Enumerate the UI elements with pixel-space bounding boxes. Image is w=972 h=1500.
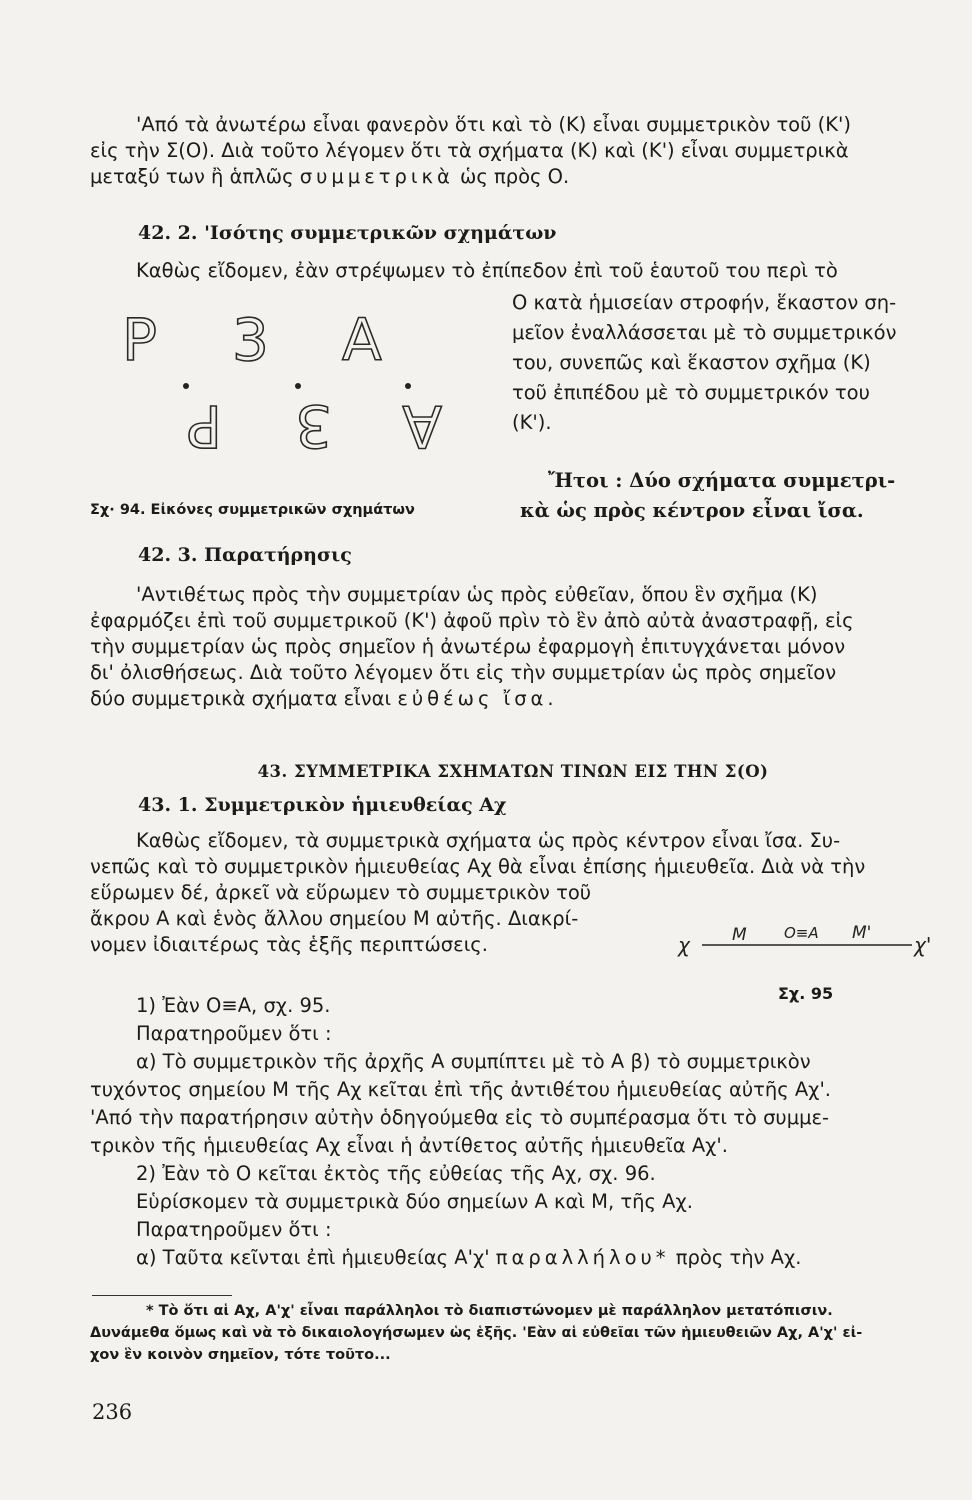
letter-3: 3 [232, 306, 269, 374]
text-line: εὕρωμεν δέ, ἀρκεῖ νὰ εὕρωμεν τὸ συμμετρικὸν τοῦ [90, 881, 592, 904]
text-line: Παρατηροῦμεν ὅτι : [136, 1218, 332, 1241]
text-line: Παρατηροῦμεν ὅτι : [136, 1022, 332, 1045]
text-line: δύο συμμετρικὰ σχήματα εἶναι εὐθέως ἴσα. [90, 687, 558, 710]
text-line: νομεν ἰδιαιτέρως τὰς ἑξῆς περιπτώσεις. [90, 933, 488, 956]
footnote-rule [92, 1295, 232, 1296]
text-line: του, συνεπῶς καὶ ἕκαστον σχῆμα (Κ) [512, 351, 871, 374]
spaced-term: εὐθέως ἴσα. [397, 687, 558, 710]
case-1 [90, 992, 936, 1160]
letter-3-rotated: 3 [295, 392, 332, 460]
spaced-term: παραλλήλου* [495, 1246, 670, 1269]
letter-a: A [342, 306, 382, 374]
center-point [183, 383, 189, 389]
text-line: μεταξύ των ἢ ἁπλῶς συμμετρικὰ ὡς πρὸς Ο. [90, 165, 570, 188]
text-line: ἐφαρμόζει ἐπὶ τοῦ συμμετρικοῦ (Κ') ἀφοῦ πρὶν τὸ ἓν ἀπὸ αὐτὰ ἀναστραφῇ, εἰς [90, 609, 854, 632]
section-right-column [512, 288, 942, 438]
label-m: Μ [732, 925, 747, 945]
text-line: ἄκρου Α καὶ ἑνὸς ἄλλου σημείου Μ αὐτῆς. Διακρί- [90, 907, 579, 930]
text-line: Δυνάμεθα ὅμως καὶ νὰ τὸ δικαιολογήσωμεν ὡς ἑξῆς. 'Εὰν αἱ εὐθεῖαι τῶν ἡμιευθειῶν Αχ, Α'χ' εἰ- [90, 1325, 863, 1341]
conclusion [520, 466, 940, 526]
letter-p-rotated: P [187, 392, 222, 460]
case-2 [90, 1160, 936, 1272]
text-line: χον ἓν κοινὸν σημεῖον, τότε τοῦτο... [90, 1347, 391, 1363]
text-line: εἰς τὴν Σ(Ο). Διὰ τοῦτο λέγομεν ὅτι τὰ σχήματα (Κ) καὶ (Κ') εἶναι συμμετρικὰ [90, 139, 849, 162]
text-line: (Κ'). [512, 411, 552, 434]
section-heading: 42. 2. 'Ισότης συμμετρικῶν σχημάτων [138, 222, 557, 244]
section-heading: 43. 1. Συμμετρικὸν ἡμιευθείας Αχ [138, 794, 507, 816]
letter-a-rotated: A [402, 392, 442, 460]
text-line: α) Ταῦτα κεῖνται ἐπὶ ἡμιευθείας Α'χ' παραλλήλου* πρὸς τὴν Αχ. [136, 1246, 802, 1269]
text-line: Εὑρίσκομεν τὰ συμμετρικὰ δύο σημείων Α καὶ Μ, τῆς Αχ. [136, 1190, 693, 1213]
text-line: 1) Ἐὰν Ο≡Α, σχ. 95. [136, 994, 331, 1017]
chapter-title: 43. ΣΥΜΜΕΤΡΙΚΑ ΣΧΗΜΑΤΩΝ ΤΙΝΩΝ ΕΙΣ ΤΗΝ Σ(Ο) [257, 762, 769, 781]
text-line: α) Τὸ συμμετρικὸν τῆς ἀρχῆς Α συμπίπτει μὲ τὸ Α β) τὸ συμμετρικὸν [136, 1050, 811, 1073]
letter-p: P [122, 306, 157, 374]
center-point [405, 383, 411, 389]
observation-paragraph [90, 582, 936, 712]
text-line: τρικὸν τῆς ἡμιευθείας Αχ εἶναι ἡ ἀντίθετος αὐτῆς ἡμιευθεῖα Αχ'. [90, 1134, 728, 1157]
label-x: χ [678, 933, 690, 957]
page-number: 236 [92, 1400, 133, 1424]
text-line: * Τὸ ὅτι αἱ Αχ, Α'χ' εἶναι παράλληλοι τὸ διαπιστώνομεν μὲ παράλληλον μετατόπισιν. [146, 1303, 833, 1319]
text-line: Ἤτοι : Δύο σχήματα συμμετρι- [548, 469, 896, 492]
text-line: Καθὼς εἴδομεν, ἐὰν στρέψωμεν τὸ ἐπίπεδον ἐπὶ τοῦ ἑαυτοῦ του περὶ τὸ [136, 259, 838, 282]
footnote [90, 1300, 936, 1366]
text-line: 2) Ἐὰν τὸ Ο κεῖται ἐκτὸς τῆς εὐθείας τῆς Αχ, σχ. 96. [136, 1162, 656, 1185]
text-line: νεπῶς καὶ τὸ συμμετρικὸν ἡμιευθείας Αχ θὰ εἶναι ἐπίσης ἡμιευθεῖα. Διὰ νὰ τὴν [90, 855, 866, 878]
text-line: κὰ ὡς πρὸς κέντρον εἶναι ἴσα. [520, 499, 864, 522]
text-line: τυχόντος σημείου Μ τῆς Αχ κεῖται ἐπὶ τῆς ἀντιθέτου ἡμιευθείας αὐτῆς Αχ'. [90, 1078, 832, 1101]
text-line: 'Από τὴν παρατήρησιν αὐτὴν ὁδηγούμεθα εἰς τὸ συμπέρασμα ὅτι τὸ συμμε- [90, 1106, 830, 1129]
figure-94 [100, 290, 510, 510]
text-line: τοῦ ἐπιπέδου μὲ τὸ συμμετρικόν του [512, 381, 870, 404]
text-line: 'Από τὰ ἀνωτέρω εἶναι φανερὸν ὅτι καὶ τὸ (Κ) εἶναι συμμετρικὸν τοῦ (Κ') [136, 113, 851, 136]
label-o-a: Ο≡Α [784, 924, 819, 942]
text-line: 'Αντιθέτως πρὸς τὴν συμμετρίαν ὡς πρὸς εὐθεῖαν, ὅπου ἓν σχῆμα (Κ) [136, 583, 818, 606]
text-line: δι' ὀλισθήσεως. Διὰ τοῦτο λέγομεν ὅτι εἰς τὴν συμμετρίαν ὡς πρὸς σημεῖον [90, 661, 837, 684]
center-point [295, 383, 301, 389]
label-m-prime: Μ' [852, 923, 872, 943]
text-line: Καθὼς εἴδομεν, τὰ συμμετρικὰ σχήματα ὡς πρὸς κέντρον εἶναι ἴσα. Συ- [136, 829, 841, 852]
section-heading: 42. 3. Παρατήρησις [138, 544, 352, 566]
intro-paragraph [90, 112, 936, 190]
figure-95 [672, 910, 942, 970]
label-x-prime: χ' [914, 933, 932, 957]
figure-94-caption: Σχ· 94. Εἰκόνες συμμετρικῶν σχημάτων [90, 502, 415, 518]
spaced-term: συμμετρικὰ [299, 165, 454, 188]
text-line: Ο κατὰ ἡμισείαν στροφήν, ἕκαστον ση- [512, 291, 897, 314]
text-line: τὴν συμμετρίαν ὡς πρὸς σημεῖον ἡ ἀνωτέρω ἐφαρμογὴ ἐπιτυγχάνεται μόνον [90, 635, 846, 658]
text-line: μεῖον ἐναλλάσσεται μὲ τὸ συμμετρικόν [512, 321, 897, 344]
figure-95-caption: Σχ. 95 [778, 984, 834, 1003]
